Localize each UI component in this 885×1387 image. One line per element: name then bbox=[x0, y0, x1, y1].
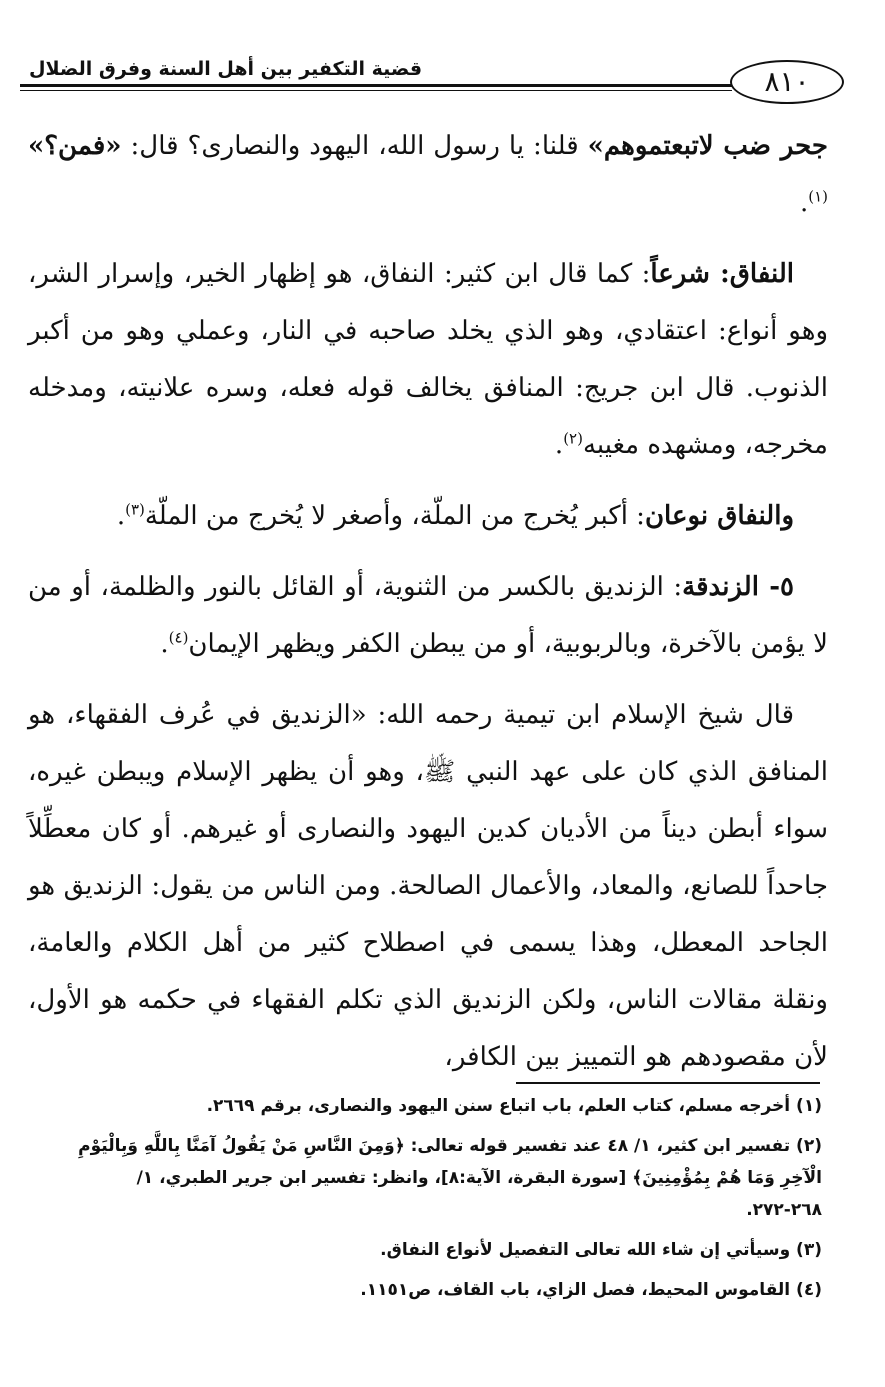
footnote-ref: (٢) bbox=[563, 429, 583, 448]
paragraph-text: قلنا: يا رسول الله، اليهود والنصارى؟ قال: bbox=[121, 131, 588, 161]
paragraph-text: : الزنديق بالكسر من الثنوية، أو القائل بالنور والظلمة، أو من لا يؤمن بالآخرة، وبالربوبية، أو من يبطن الكفر ويظهر الإيمان bbox=[28, 572, 828, 659]
punctuation: . bbox=[799, 188, 809, 218]
paragraph-hadith-end bbox=[28, 118, 828, 232]
bold-phrase: جحر ضب لاتبعتموهم» bbox=[587, 131, 828, 161]
footnote-4: (٤) القاموس المحيط، فصل الزاي، باب القاف، ص١١٥١. bbox=[360, 1280, 822, 1300]
footnote-1: (١) أخرجه مسلم، كتاب العلم، باب اتباع سنن اليهود والنصارى، برقم ٢٦٦٩. bbox=[206, 1096, 822, 1116]
header-rule bbox=[20, 84, 732, 87]
paragraph-nifaq-shar bbox=[28, 246, 828, 474]
punctuation: . bbox=[554, 430, 564, 460]
bold-term: والنفاق نوعان bbox=[644, 501, 794, 531]
punctuation: . bbox=[116, 501, 126, 531]
header-rule-thin bbox=[20, 90, 732, 91]
paragraph-nifaq-types bbox=[28, 488, 828, 545]
footnote-ref: (١) bbox=[808, 187, 828, 206]
footnote-ref: (٤) bbox=[168, 628, 189, 647]
footnote-ref: (٣) bbox=[125, 500, 145, 519]
footnotes bbox=[60, 1090, 822, 1306]
footnote-3: (٣) وسيأتي إن شاء الله تعالى التفصيل لأنواع النفاق. bbox=[380, 1240, 822, 1260]
page-number: ٨١٠ bbox=[730, 60, 844, 104]
bold-term: النفاق: شرعاً bbox=[650, 259, 794, 289]
footnote-2: (٢) تفسير ابن كثير، ١/ ٤٨ عند تفسير قوله تعالى: ﴿وَمِنَ النَّاسِ مَنْ يَقُولُ آمَنَّا بِاللَّهِ وَبِالْيَوْمِ الْآخِرِ وَمَا هُمْ بِمُؤْمِنِينَ﴾ [سورة البقرة، الآية:٨]، وانظر: تفسير ابن جرير الطبري، ١/ ٢٦٨-٢٧٢. bbox=[78, 1136, 822, 1220]
bold-term: ٥- الزندقة bbox=[682, 572, 794, 602]
punctuation: . bbox=[160, 629, 169, 659]
paragraph-ibn-taymiyya-quote: قال شيخ الإسلام ابن تيمية رحمه الله: «الزنديق في عُرف الفقهاء، هو المنافق الذي كان على عهد النبي ﷺ، وهو أن يظهر الإسلام ويبطن غيره، سواء أبطن ديناً من الأديان كدين اليهود والنصارى أو غيرهم. أو كان معطِّلاً جاحداً للصانع، والمعاد، والأعمال الصالحة. ومن الناس من يقول: الزنديق هو الجاحد المعطل، وهذا يسمى في اصطلاح كثير من أهل الكلام والعامة، ونقلة مقالات الناس، ولكن الزنديق الذي تكلم الفقهاء في حكمه هو الأول، لأن مقصودهم هو التمييز بين الكافر، bbox=[28, 700, 828, 1072]
main-text bbox=[28, 118, 828, 1086]
running-header-title: قضية التكفير بين أهل السنة وفرق الضلال bbox=[28, 58, 423, 80]
paragraph-zandaqa bbox=[28, 559, 828, 673]
paragraph-text: : كما قال ابن كثير: النفاق، هو إظهار الخير، وإسرار الشر، وهو أنواع: اعتقادي، وهو الذي يخلد صاحبه في النار، وعملي وهو من أكبر الذنوب. قال ابن جريج: المنافق يخالف قوله فعله، وسره علانيته، ومدخله مخرجه، ومشهده مغيبه bbox=[28, 259, 828, 460]
footnote-separator bbox=[516, 1082, 820, 1084]
paragraph-text: : أكبر يُخرج من الملّة، وأصغر لا يُخرج من الملّة bbox=[144, 501, 645, 531]
bold-phrase: «فمن؟» bbox=[28, 131, 122, 161]
